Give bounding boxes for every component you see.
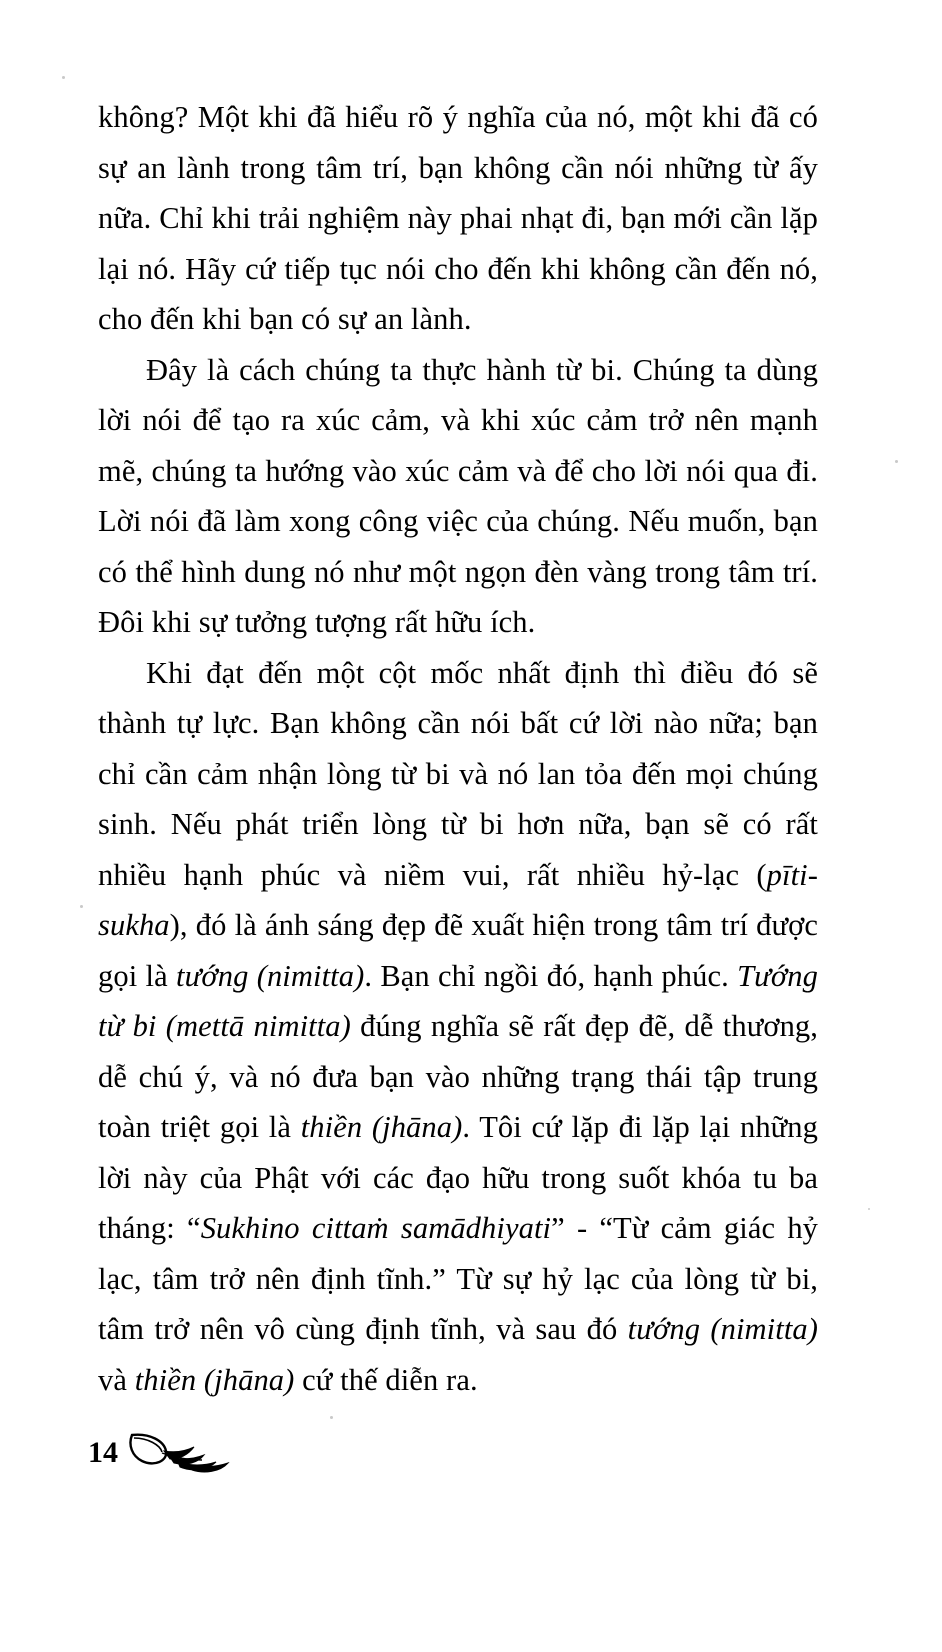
body-text-column (98, 92, 818, 1405)
leaf-flourish-ornament (124, 1429, 234, 1477)
italic-text-run: pīti-sukha (98, 857, 818, 942)
text-run: . Tôi cứ lặp đi lặp lại những lời này của Phật với các đạo hữu trong suốt khóa tu ba tháng: “ (98, 1110, 819, 1245)
scan-speck (868, 1208, 870, 1210)
text-run: ” - “Từ cảm giác hỷ lạc, tâm trở nên định tĩnh.” Từ sự hỷ lạc của lòng từ bi, tâm trở nên vô cùng định tĩnh, và sau đó (98, 1211, 819, 1346)
text-run: cứ thế diễn ra. (294, 1362, 478, 1397)
text-run: ), đó là ánh sáng đẹp đẽ xuất hiện trong tâm trí được gọi là (98, 908, 818, 993)
page-number: 14 (88, 1436, 118, 1469)
italic-text-run: tướng (nimitta) (627, 1312, 818, 1346)
scan-speck (895, 460, 898, 463)
text-run: và (98, 1362, 135, 1397)
scan-speck (80, 905, 83, 908)
text-run: . Bạn chỉ ngồi đó, hạnh phúc. (364, 958, 738, 993)
italic-text-run: tướng (nimitta) (176, 958, 365, 993)
text-run: đúng nghĩa sẽ rất đẹp đẽ, dễ thương, dễ chú ý, và nó đưa bạn vào những trạng thái tập trung toàn triệt gọi là (98, 1009, 818, 1144)
paragraph (98, 648, 818, 1406)
italic-text-run: thiền (jhāna) (134, 1362, 295, 1397)
italic-text-run: Sukhino cittaṁ samādhiyati (200, 1211, 552, 1245)
italic-text-run: Tướng từ bi (mettā nimitta) (98, 958, 818, 1043)
italic-text-run: thiền (jhāna) (300, 1110, 463, 1144)
scan-speck (62, 76, 65, 79)
text-run: Đây là cách chúng ta thực hành từ bi. Chúng ta dùng lời nói để tạo ra xúc cảm, và khi xúc cảm trở nên mạnh mẽ, chúng ta hướng vào xúc cảm và để cho lời nói qua đi. Lời nói đã làm xong công việc của chúng. Nếu muốn, bạn có thể hình dung nó như một ngọn đèn vàng trong tâm trí. Đôi khi sự tưởng tượng rất hữu ích. (98, 352, 818, 639)
page-footer (88, 1418, 388, 1488)
paragraph (98, 92, 818, 345)
paragraph (98, 345, 818, 648)
text-run: Khi đạt đến một cột mốc nhất định thì điều đó sẽ thành tự lực. Bạn không cần nói bất cứ lời nào nữa; bạn chỉ cần cảm nhận lòng từ bi và nó lan tỏa đến mọi chúng sinh. Nếu phát triển lòng từ bi hơn nữa, bạn sẽ có rất nhiều hạnh phúc và niềm vui, rất nhiều hỷ-lạc ( (98, 655, 818, 892)
text-run: không? Một khi đã hiểu rõ ý nghĩa của nó, một khi đã có sự an lành trong tâm trí, bạn không cần nói những từ ấy nữa. Chỉ khi trải nghiệm này phai nhạt đi, bạn mới cần lặp lại nó. Hãy cứ tiếp tục nói cho đến khi không cần đến nó, cho đến khi bạn có sự an lành. (98, 100, 818, 336)
